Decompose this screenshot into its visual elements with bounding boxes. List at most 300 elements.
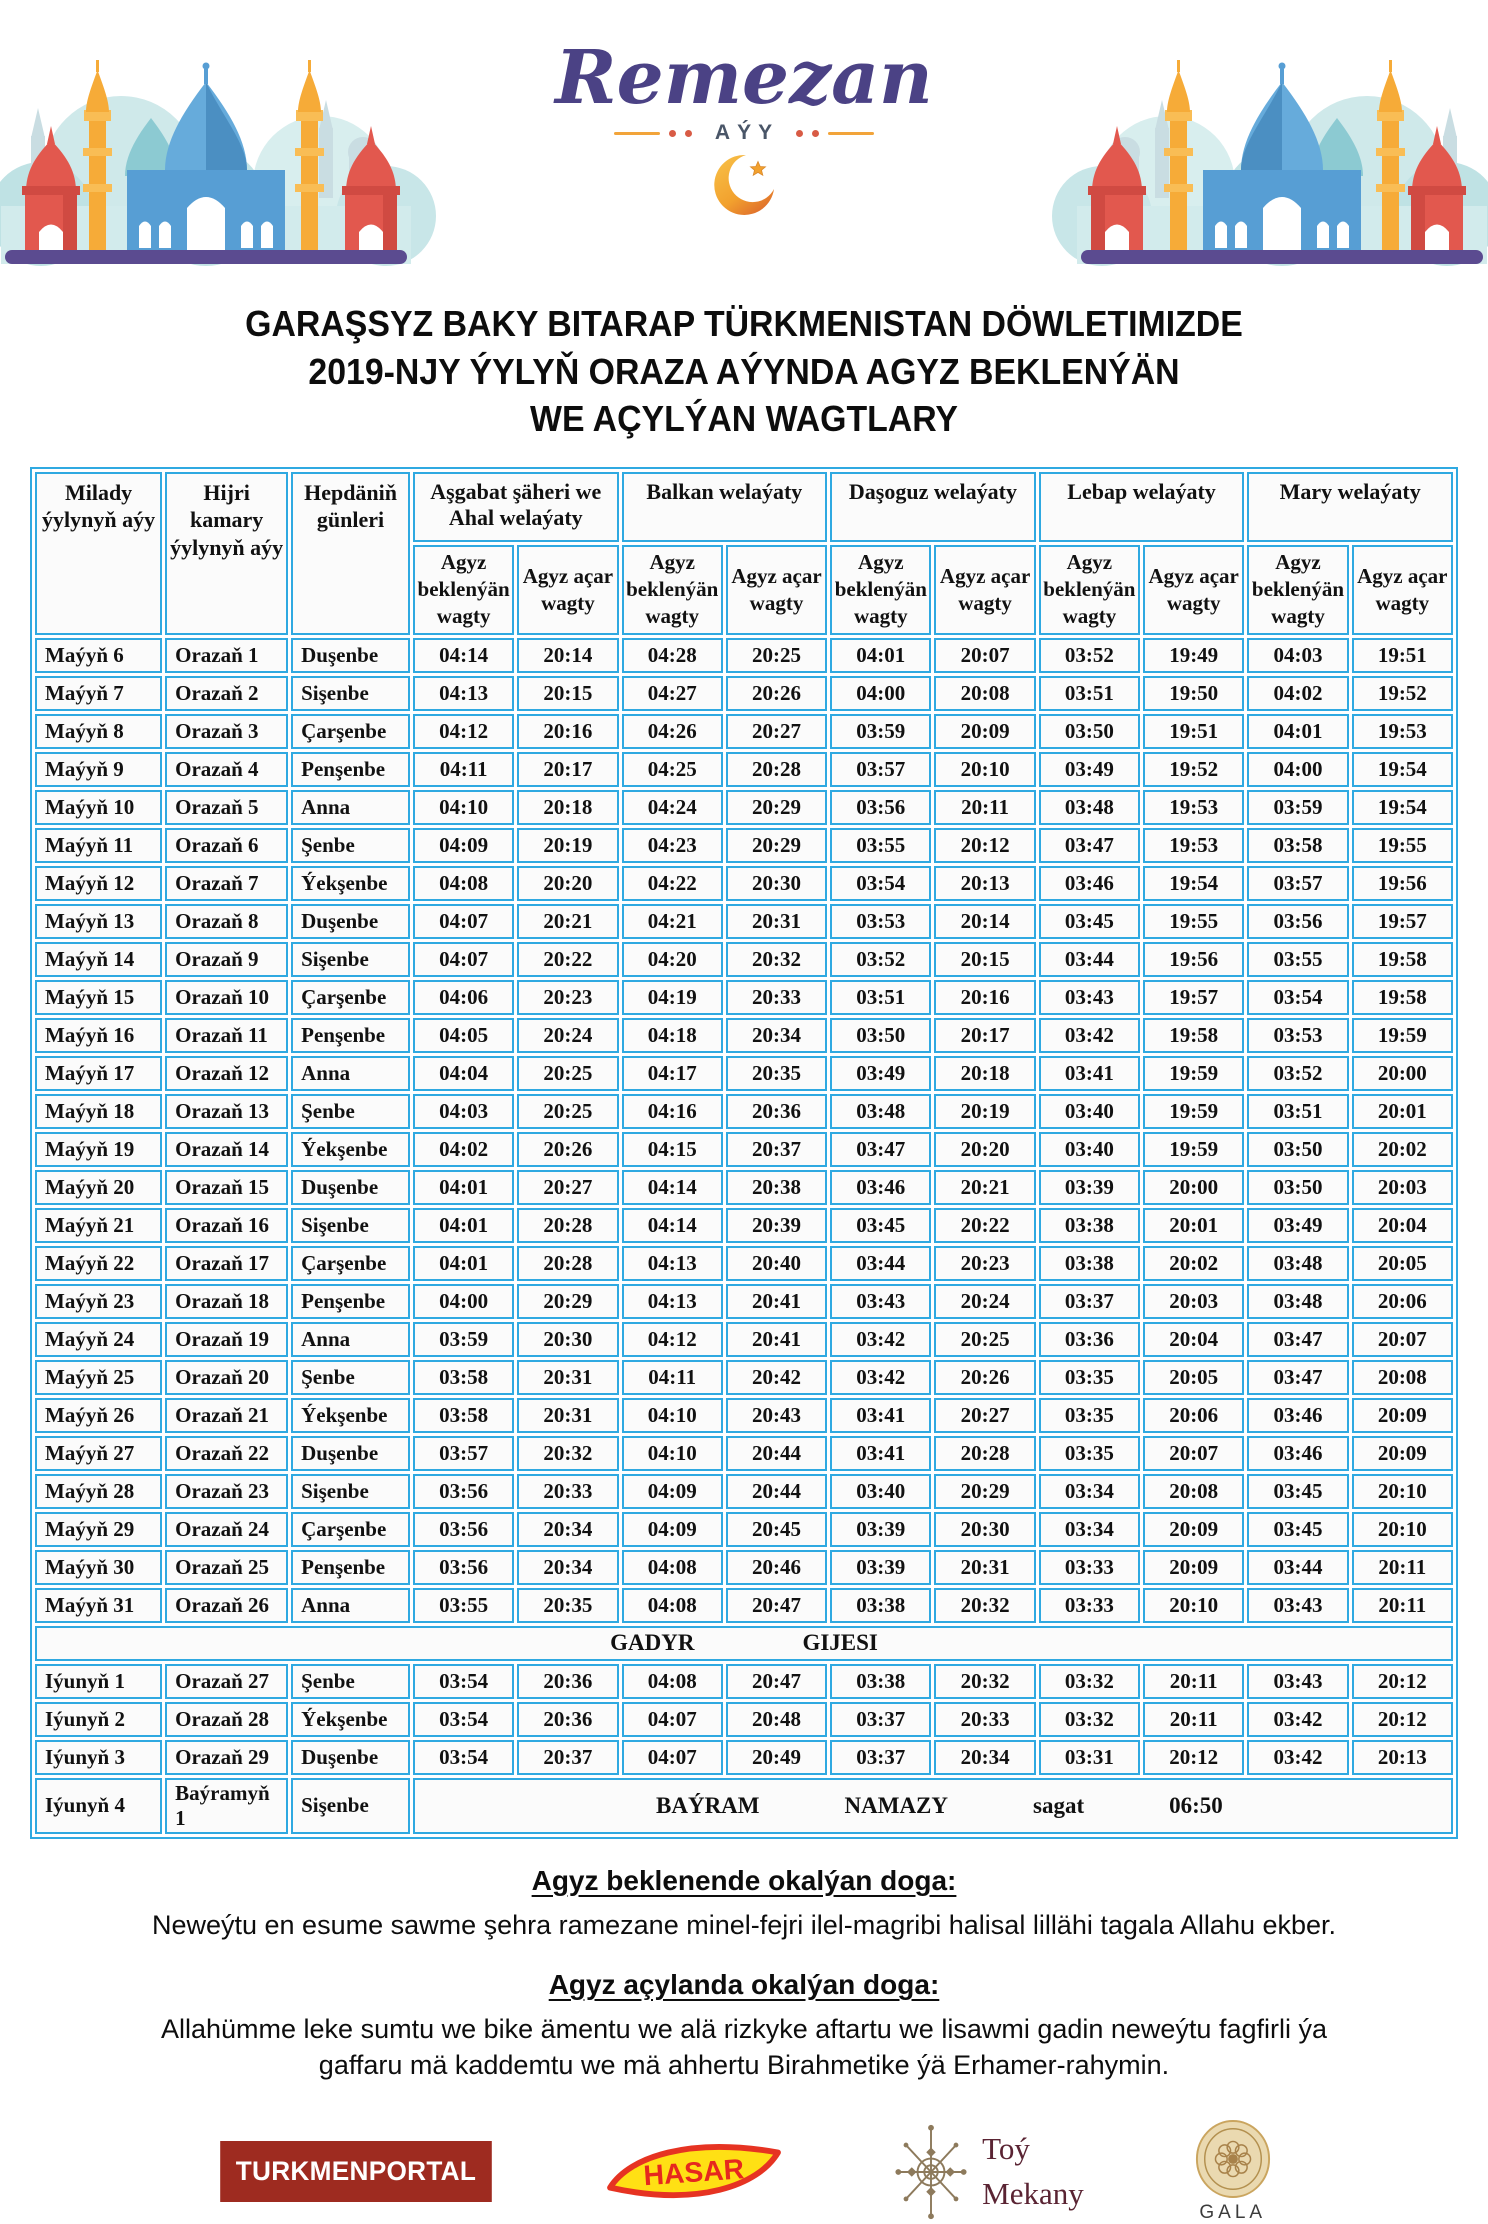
time-cell: 20:32 — [517, 1436, 618, 1471]
time-cell: 20:05 — [1143, 1360, 1244, 1395]
doga-text: Allahümme leke sumtu we bike ämentu we alä rizkyke aftartu we lisawmi gadin neweýtu fagfirli ýa gaffaru mä kaddemtu we mä ahhertu Birahmetike ýä Erhamer-rahymin. — [160, 2013, 1327, 2081]
time-cell: 19:58 — [1143, 1018, 1244, 1053]
time-cell: 20:18 — [517, 790, 618, 825]
time-cell: 20:36 — [726, 1094, 827, 1129]
milady-cell: Maýyň 12 — [35, 866, 162, 901]
toy-mekany-line2: Mekany — [982, 2175, 1084, 2211]
time-cell: 03:41 — [1039, 1056, 1140, 1091]
time-cell: 20:47 — [726, 1588, 827, 1623]
time-cell: 20:21 — [517, 904, 618, 939]
hijri-cell: Orazaň 13 — [165, 1094, 288, 1129]
milady-cell: Maýyň 21 — [35, 1208, 162, 1243]
time-cell: 03:57 — [413, 1436, 514, 1471]
prayer-times-table — [30, 467, 1458, 1839]
time-cell: 03:40 — [830, 1474, 931, 1509]
time-cell: 20:22 — [934, 1208, 1035, 1243]
time-cell: 04:06 — [413, 980, 514, 1015]
hijri-cell: Orazaň 11 — [165, 1018, 288, 1053]
time-cell: 04:21 — [622, 904, 723, 939]
milady-cell: Maýyň 24 — [35, 1322, 162, 1357]
table-row — [35, 1094, 1453, 1129]
day-cell: Sişenbe — [291, 1474, 410, 1509]
time-cell: 03:54 — [1247, 980, 1348, 1015]
time-cell: 03:45 — [1247, 1474, 1348, 1509]
subcol-header-acar: Agyz açar wagty — [517, 545, 618, 635]
time-cell: 03:52 — [1039, 638, 1140, 673]
time-cell: 03:47 — [1247, 1322, 1348, 1357]
time-cell: 04:07 — [622, 1702, 723, 1737]
time-cell: 20:22 — [517, 942, 618, 977]
time-cell: 20:02 — [1352, 1132, 1453, 1167]
time-cell: 20:29 — [726, 828, 827, 863]
time-cell: 03:55 — [1247, 942, 1348, 977]
doga-section-acylanda — [0, 1969, 1488, 2084]
time-cell: 20:08 — [934, 676, 1035, 711]
time-cell: 20:23 — [517, 980, 618, 1015]
day-cell: Ýekşenbe — [291, 1398, 410, 1433]
day-cell: Ýekşenbe — [291, 1702, 410, 1737]
logo-subtitle-row — [464, 121, 1024, 145]
time-cell: 20:25 — [517, 1056, 618, 1091]
time-cell: 04:18 — [622, 1018, 723, 1053]
time-cell: 03:54 — [413, 1702, 514, 1737]
time-cell: 20:00 — [1143, 1170, 1244, 1205]
table-row — [35, 1322, 1453, 1357]
time-cell: 03:42 — [830, 1322, 931, 1357]
time-cell: 03:37 — [830, 1740, 931, 1775]
time-cell: 04:01 — [830, 638, 931, 673]
hijri-cell: Orazaň 28 — [165, 1702, 288, 1737]
milady-cell: Iýunyň 1 — [35, 1664, 162, 1699]
hijri-cell: Orazaň 6 — [165, 828, 288, 863]
time-cell: 19:55 — [1352, 828, 1453, 863]
table-row — [35, 1702, 1453, 1737]
time-cell: 03:50 — [1247, 1170, 1348, 1205]
time-cell: 03:49 — [1247, 1208, 1348, 1243]
milady-cell: Maýyň 20 — [35, 1170, 162, 1205]
time-cell: 20:10 — [934, 752, 1035, 787]
time-cell: 20:14 — [934, 904, 1035, 939]
time-cell: 03:41 — [830, 1436, 931, 1471]
day-cell: Şenbe — [291, 828, 410, 863]
time-cell: 20:33 — [934, 1702, 1035, 1737]
table-row — [35, 1474, 1453, 1509]
time-cell: 03:54 — [413, 1740, 514, 1775]
time-cell: 20:33 — [726, 980, 827, 1015]
time-cell: 20:09 — [934, 714, 1035, 749]
time-cell: 03:57 — [830, 752, 931, 787]
time-cell: 04:00 — [830, 676, 931, 711]
hijri-cell: Orazaň 1 — [165, 638, 288, 673]
time-cell: 20:03 — [1143, 1284, 1244, 1319]
time-cell: 03:50 — [830, 1018, 931, 1053]
time-cell: 03:49 — [1039, 752, 1140, 787]
table-row — [35, 1360, 1453, 1395]
star-icon — [751, 162, 766, 176]
time-cell: 04:11 — [622, 1360, 723, 1395]
milady-cell: Maýyň 18 — [35, 1094, 162, 1129]
time-cell: 20:42 — [726, 1360, 827, 1395]
time-cell: 04:07 — [413, 904, 514, 939]
table-row — [35, 1208, 1453, 1243]
time-cell: 03:54 — [830, 866, 931, 901]
hijri-cell: Orazaň 9 — [165, 942, 288, 977]
milady-cell: Maýyň 31 — [35, 1588, 162, 1623]
time-cell: 04:28 — [622, 638, 723, 673]
time-cell: 20:31 — [517, 1398, 618, 1433]
subcol-header-acar: Agyz açar wagty — [934, 545, 1035, 635]
time-cell: 04:12 — [622, 1322, 723, 1357]
time-cell: 20:24 — [934, 1284, 1035, 1319]
time-cell: 04:00 — [1247, 752, 1348, 787]
subcol-header-beklenyan: Agyz beklenýän wagty — [1247, 545, 1348, 635]
milady-cell: Maýyň 30 — [35, 1550, 162, 1585]
day-cell: Sişenbe — [291, 942, 410, 977]
time-cell: 04:10 — [622, 1398, 723, 1433]
day-cell: Ýekşenbe — [291, 1132, 410, 1167]
time-cell: 03:50 — [1247, 1132, 1348, 1167]
doga-heading: Agyz beklenende okalýan doga: — [531, 1864, 957, 1896]
time-cell: 19:57 — [1143, 980, 1244, 1015]
crescent-moon-icon — [712, 153, 776, 217]
time-cell: 20:28 — [726, 752, 827, 787]
sponsor-logos — [0, 2120, 1488, 2224]
time-cell: 04:09 — [622, 1474, 723, 1509]
time-cell: 20:48 — [726, 1702, 827, 1737]
time-cell: 04:01 — [1247, 714, 1348, 749]
time-cell: 20:26 — [726, 676, 827, 711]
subcol-header-beklenyan: Agyz beklenýän wagty — [413, 545, 514, 635]
time-cell: 20:31 — [934, 1550, 1035, 1585]
time-cell: 03:58 — [1247, 828, 1348, 863]
hijri-cell: Orazaň 23 — [165, 1474, 288, 1509]
day-cell: Sişenbe — [291, 1778, 410, 1834]
time-cell: 03:43 — [1247, 1588, 1348, 1623]
time-cell: 03:51 — [1247, 1094, 1348, 1129]
hijri-cell: Orazaň 4 — [165, 752, 288, 787]
time-cell: 20:35 — [517, 1588, 618, 1623]
table-row — [35, 676, 1453, 711]
time-cell: 03:46 — [1039, 866, 1140, 901]
time-cell: 20:16 — [517, 714, 618, 749]
time-cell: 19:57 — [1352, 904, 1453, 939]
time-cell: 19:59 — [1143, 1132, 1244, 1167]
hijri-cell: Orazaň 24 — [165, 1512, 288, 1547]
time-cell: 04:11 — [413, 752, 514, 787]
day-cell: Penşenbe — [291, 752, 410, 787]
day-cell: Duşenbe — [291, 638, 410, 673]
day-cell: Ýekşenbe — [291, 866, 410, 901]
milady-cell: Iýunyň 2 — [35, 1702, 162, 1737]
time-cell: 20:06 — [1352, 1284, 1453, 1319]
table-row — [35, 942, 1453, 977]
time-cell: 20:09 — [1143, 1512, 1244, 1547]
subcol-header-acar: Agyz açar wagty — [1143, 545, 1244, 635]
time-cell: 03:45 — [1247, 1512, 1348, 1547]
time-cell: 20:05 — [1352, 1246, 1453, 1281]
time-cell: 03:47 — [830, 1132, 931, 1167]
table-row — [35, 828, 1453, 863]
time-cell: 03:59 — [830, 714, 931, 749]
time-cell: 20:15 — [517, 676, 618, 711]
milady-cell: Maýyň 15 — [35, 980, 162, 1015]
hijri-cell: Orazaň 14 — [165, 1132, 288, 1167]
hijri-cell: Orazaň 16 — [165, 1208, 288, 1243]
time-cell: 19:53 — [1352, 714, 1453, 749]
time-cell: 04:04 — [413, 1056, 514, 1091]
table-row — [35, 1436, 1453, 1471]
time-cell: 20:17 — [517, 752, 618, 787]
time-cell: 03:44 — [830, 1246, 931, 1281]
hijri-cell: Orazaň 25 — [165, 1550, 288, 1585]
time-cell: 03:38 — [830, 1664, 931, 1699]
time-cell: 04:09 — [413, 828, 514, 863]
time-cell: 03:49 — [830, 1056, 931, 1091]
milady-cell: Maýyň 28 — [35, 1474, 162, 1509]
time-cell: 03:55 — [830, 828, 931, 863]
hijri-cell: Orazaň 22 — [165, 1436, 288, 1471]
milady-cell: Maýyň 8 — [35, 714, 162, 749]
time-cell: 03:45 — [830, 1208, 931, 1243]
time-cell: 19:49 — [1143, 638, 1244, 673]
time-cell: 03:33 — [1039, 1588, 1140, 1623]
time-cell: 04:03 — [1247, 638, 1348, 673]
table-row — [35, 790, 1453, 825]
day-cell: Penşenbe — [291, 1018, 410, 1053]
time-cell: 04:22 — [622, 866, 723, 901]
time-cell: 20:19 — [517, 828, 618, 863]
time-cell: 03:58 — [413, 1360, 514, 1395]
hijri-cell: Baýramyň 1 — [165, 1778, 288, 1834]
time-cell: 04:08 — [622, 1664, 723, 1699]
time-cell: 03:59 — [1247, 790, 1348, 825]
time-cell: 20:37 — [517, 1740, 618, 1775]
table-row — [35, 714, 1453, 749]
table-row — [35, 638, 1453, 673]
time-cell: 20:19 — [934, 1094, 1035, 1129]
hijri-cell: Orazaň 3 — [165, 714, 288, 749]
time-cell: 19:51 — [1352, 638, 1453, 673]
time-cell: 20:41 — [726, 1322, 827, 1357]
time-cell: 03:35 — [1039, 1398, 1140, 1433]
day-cell: Anna — [291, 1588, 410, 1623]
day-cell: Sişenbe — [291, 676, 410, 711]
time-cell: 04:27 — [622, 676, 723, 711]
hasar-logo — [606, 2131, 782, 2213]
time-cell: 20:30 — [517, 1322, 618, 1357]
hijri-cell: Orazaň 26 — [165, 1588, 288, 1623]
table-row — [35, 1398, 1453, 1433]
milady-cell: Maýyň 10 — [35, 790, 162, 825]
table-row — [35, 1284, 1453, 1319]
hijri-cell: Orazaň 5 — [165, 790, 288, 825]
doga-section-beklenende — [0, 1865, 1488, 1943]
day-cell: Şenbe — [291, 1360, 410, 1395]
table-row — [35, 1170, 1453, 1205]
day-cell: Anna — [291, 790, 410, 825]
time-cell: 04:16 — [622, 1094, 723, 1129]
time-cell: 20:36 — [517, 1702, 618, 1737]
time-cell: 20:43 — [726, 1398, 827, 1433]
hijri-cell: Orazaň 10 — [165, 980, 288, 1015]
time-cell: 20:15 — [934, 942, 1035, 977]
time-cell: 04:14 — [413, 638, 514, 673]
time-cell: 04:05 — [413, 1018, 514, 1053]
time-cell: 20:20 — [517, 866, 618, 901]
time-cell: 20:18 — [934, 1056, 1035, 1091]
time-cell: 04:08 — [622, 1588, 723, 1623]
table-row — [35, 866, 1453, 901]
time-cell: 20:12 — [934, 828, 1035, 863]
time-cell: 19:58 — [1352, 942, 1453, 977]
time-cell: 20:38 — [726, 1170, 827, 1205]
time-cell: 20:02 — [1143, 1246, 1244, 1281]
milady-cell: Maýyň 6 — [35, 638, 162, 673]
title-line-1: GARAŞSYZ BAKY BITARAP TÜRKMENISTAN DÖWLETIMIZDE — [245, 303, 1243, 344]
time-cell: 03:56 — [1247, 904, 1348, 939]
time-cell: 20:00 — [1352, 1056, 1453, 1091]
region-header: Lebap welaýaty — [1039, 472, 1245, 542]
time-cell: 20:04 — [1143, 1322, 1244, 1357]
table-row — [35, 1132, 1453, 1167]
time-cell: 20:27 — [934, 1398, 1035, 1433]
time-cell: 04:01 — [413, 1208, 514, 1243]
milady-cell: Maýyň 7 — [35, 676, 162, 711]
time-cell: 20:13 — [1352, 1740, 1453, 1775]
time-cell: 03:40 — [1039, 1132, 1140, 1167]
time-cell: 20:33 — [517, 1474, 618, 1509]
time-cell: 20:10 — [1352, 1474, 1453, 1509]
bayram-word: sagat — [1033, 1792, 1085, 1818]
time-cell: 20:29 — [934, 1474, 1035, 1509]
time-cell: 04:07 — [413, 942, 514, 977]
time-cell: 03:34 — [1039, 1474, 1140, 1509]
time-cell: 20:25 — [726, 638, 827, 673]
time-cell: 20:04 — [1352, 1208, 1453, 1243]
day-cell: Duşenbe — [291, 1170, 410, 1205]
time-cell: 03:46 — [1247, 1398, 1348, 1433]
region-header: Balkan welaýaty — [622, 472, 828, 542]
time-cell: 03:51 — [830, 980, 931, 1015]
milady-cell: Maýyň 9 — [35, 752, 162, 787]
turkmenportal-logo: TURKMENPORTAL — [220, 2141, 491, 2202]
milady-cell: Iýunyň 3 — [35, 1740, 162, 1775]
time-cell: 03:31 — [1039, 1740, 1140, 1775]
time-cell: 04:19 — [622, 980, 723, 1015]
bayram-row — [35, 1778, 1453, 1834]
logo-block — [464, 35, 1024, 222]
milady-cell: Maýyň 13 — [35, 904, 162, 939]
time-cell: 20:10 — [1143, 1588, 1244, 1623]
gala-ornament-icon — [1194, 2120, 1272, 2198]
milady-cell: Maýyň 29 — [35, 1512, 162, 1547]
table-row — [35, 980, 1453, 1015]
time-cell: 19:53 — [1143, 828, 1244, 863]
time-cell: 20:25 — [517, 1094, 618, 1129]
day-cell: Çarşenbe — [291, 1246, 410, 1281]
time-cell: 03:51 — [1039, 676, 1140, 711]
table-row — [35, 1588, 1453, 1623]
time-cell: 03:48 — [1247, 1284, 1348, 1319]
day-cell: Sişenbe — [291, 1208, 410, 1243]
time-cell: 20:36 — [517, 1664, 618, 1699]
milady-cell: Maýyň 16 — [35, 1018, 162, 1053]
day-cell: Duşenbe — [291, 1436, 410, 1471]
time-cell: 03:32 — [1039, 1702, 1140, 1737]
region-header: Aşgabat şäheri we Ahal welaýaty — [413, 472, 619, 542]
subcol-header-beklenyan: Agyz beklenýän wagty — [830, 545, 931, 635]
time-cell: 04:13 — [413, 676, 514, 711]
time-cell: 04:25 — [622, 752, 723, 787]
col-header-milady: Milady ýylynyň aýy — [35, 472, 162, 635]
ornament-dot-icon — [669, 130, 676, 137]
time-cell: 03:53 — [1247, 1018, 1348, 1053]
time-cell: 04:02 — [413, 1132, 514, 1167]
milady-cell: Maýyň 26 — [35, 1398, 162, 1433]
time-cell: 03:36 — [1039, 1322, 1140, 1357]
time-cell: 20:08 — [1143, 1474, 1244, 1509]
region-header: Mary welaýaty — [1247, 472, 1453, 542]
time-cell: 20:16 — [934, 980, 1035, 1015]
subcol-header-beklenyan: Agyz beklenýän wagty — [622, 545, 723, 635]
day-cell: Duşenbe — [291, 1740, 410, 1775]
time-cell: 20:03 — [1352, 1170, 1453, 1205]
gadyr-word: GADYR — [610, 1630, 695, 1656]
time-cell: 19:58 — [1352, 980, 1453, 1015]
time-cell: 19:54 — [1352, 790, 1453, 825]
time-cell: 03:42 — [1039, 1018, 1140, 1053]
time-cell: 04:01 — [413, 1170, 514, 1205]
time-cell: 04:03 — [413, 1094, 514, 1129]
time-cell: 19:55 — [1143, 904, 1244, 939]
time-cell: 19:54 — [1143, 866, 1244, 901]
title-line-2: 2019-NJY ÝYLYŇ ORAZA AÝYNDA AGYZ BEKLENÝÄN — [308, 350, 1180, 392]
time-cell: 20:29 — [726, 790, 827, 825]
time-cell: 03:37 — [830, 1702, 931, 1737]
time-cell: 20:09 — [1143, 1550, 1244, 1585]
time-cell: 20:47 — [726, 1664, 827, 1699]
milady-cell: Iýunyň 4 — [35, 1778, 162, 1834]
time-cell: 04:01 — [413, 1246, 514, 1281]
time-cell: 20:34 — [726, 1018, 827, 1053]
gadyr-gijesi-row — [35, 1626, 1453, 1661]
time-cell: 19:56 — [1143, 942, 1244, 977]
time-cell: 20:27 — [726, 714, 827, 749]
time-cell: 20:29 — [517, 1284, 618, 1319]
time-cell: 03:46 — [1247, 1436, 1348, 1471]
gala-logo — [1194, 2120, 1272, 2224]
time-cell: 20:11 — [1352, 1588, 1453, 1623]
time-cell: 20:06 — [1143, 1398, 1244, 1433]
day-cell: Anna — [291, 1322, 410, 1357]
bayram-word: BAÝRAM — [656, 1792, 760, 1818]
toy-mekany-ornament-icon — [892, 2122, 970, 2222]
crescent-wrap — [464, 153, 1024, 222]
time-cell: 03:53 — [830, 904, 931, 939]
time-cell: 20:41 — [726, 1284, 827, 1319]
hijri-cell: Orazaň 19 — [165, 1322, 288, 1357]
toy-mekany-logo — [892, 2122, 1084, 2222]
time-cell: 20:27 — [517, 1170, 618, 1205]
time-cell: 20:11 — [1143, 1664, 1244, 1699]
hero-banner — [0, 0, 1488, 296]
time-cell: 20:31 — [726, 904, 827, 939]
milady-cell: Maýyň 14 — [35, 942, 162, 977]
time-cell: 04:02 — [1247, 676, 1348, 711]
time-cell: 20:26 — [934, 1360, 1035, 1395]
time-cell: 03:48 — [1039, 790, 1140, 825]
time-cell: 20:20 — [934, 1132, 1035, 1167]
